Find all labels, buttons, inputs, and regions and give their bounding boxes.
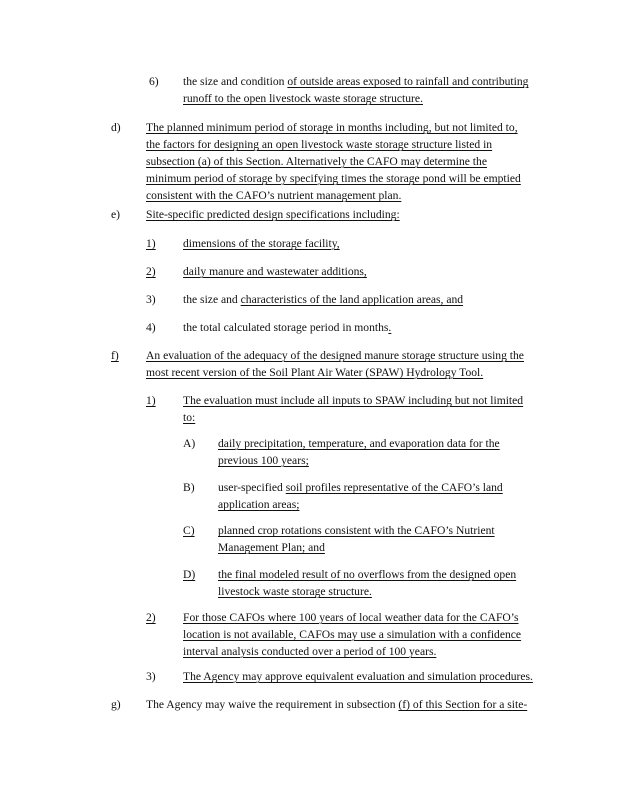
item-f-1-a-line-2: previous 100 years;: [218, 454, 309, 467]
item-f-2-line-3: interval analysis conducted over a period of 100 years.: [183, 645, 437, 658]
item-e-2-text: daily manure and wastewater additions,: [183, 265, 367, 278]
item-f-1-a-marker: A): [183, 437, 196, 450]
item-f-1-b-line-2: application areas;: [218, 498, 300, 511]
item-f-1-c-marker: C): [183, 524, 195, 537]
item-f-2-line-1: For those CAFOs where 100 years of local weather data for the CAFO’s: [183, 611, 519, 624]
item-f-line-1: An evaluation of the adequacy of the designed manure storage structure using the: [146, 349, 524, 362]
item-f-1-a-line-1: daily precipitation, temperature, and evaporation data for the: [218, 437, 500, 450]
item-d-marker: d): [111, 121, 121, 134]
item-f-1-c-line-2: Management Plan; and: [218, 541, 325, 554]
item-6-marker: 6): [149, 75, 159, 88]
item-e-4-marker: 4): [146, 321, 156, 334]
item-f-3-marker: 3): [146, 670, 156, 683]
item-d-line-1: The planned minimum period of storage in months including, but not limited to,: [146, 121, 518, 134]
item-g-text: The Agency may waive the requirement in subsection (f) of this Section for a site-: [146, 698, 528, 711]
item-e-1-marker: 1): [146, 237, 156, 250]
item-f-2-line-2: location is not available, CAFOs may use a simulation with a confidence: [183, 628, 522, 641]
item-f-2-marker: 2): [146, 611, 156, 624]
item-f-1-d-marker: D): [183, 568, 196, 581]
item-d-line-2: the factors for designing an open livestock waste storage structure listed in: [146, 138, 493, 151]
item-d-line-4: minimum period of storage by specifying times the storage pond will be emptied: [146, 172, 521, 185]
item-f-1-line-2: to:: [183, 411, 196, 424]
item-f-3-text: The Agency may approve equivalent evaluation and simulation procedures.: [183, 670, 533, 683]
item-f-1-marker: 1): [146, 394, 156, 407]
item-f-line-2: most recent version of the Soil Plant Air Water (SPAW) Hydrology Tool.: [146, 366, 484, 379]
item-e-marker: e): [111, 208, 121, 221]
item-e-text: Site-specific predicted design specifications including:: [146, 208, 400, 221]
item-f-1-d-line-1: the final modeled result of no overflows from the designed open: [218, 568, 517, 581]
item-g-marker: g): [111, 698, 121, 711]
item-f-1-line-1: The evaluation must include all inputs to SPAW including but not limited: [183, 394, 524, 407]
item-e-2-marker: 2): [146, 265, 156, 278]
item-f-1-c-line-1: planned crop rotations consistent with the CAFO’s Nutrient: [218, 524, 495, 537]
item-e-1-text: dimensions of the storage facility,: [183, 237, 340, 250]
item-f-1-b-marker: B): [183, 481, 195, 494]
item-e-3-text: the size and characteristics of the land application areas, and: [183, 293, 464, 306]
item-6-line-1: the size and condition of outside areas exposed to rainfall and contributing: [183, 75, 529, 88]
item-d-line-3: subsection (a) of this Section. Alternatively the CAFO may determine the: [146, 155, 487, 168]
item-e-3-marker: 3): [146, 293, 156, 306]
item-f-1-b-line-1: user-specified soil profiles representative of the CAFO’s land: [218, 481, 503, 494]
item-d-line-5: consistent with the CAFO’s nutrient management plan.: [146, 189, 402, 202]
item-f-1-d-line-2: livestock waste storage structure.: [218, 585, 372, 598]
item-6-line-2: runoff to the open livestock waste storage structure.: [183, 92, 423, 105]
item-f-marker: f): [111, 349, 119, 362]
item-e-4-text: the total calculated storage period in months.: [183, 321, 392, 334]
